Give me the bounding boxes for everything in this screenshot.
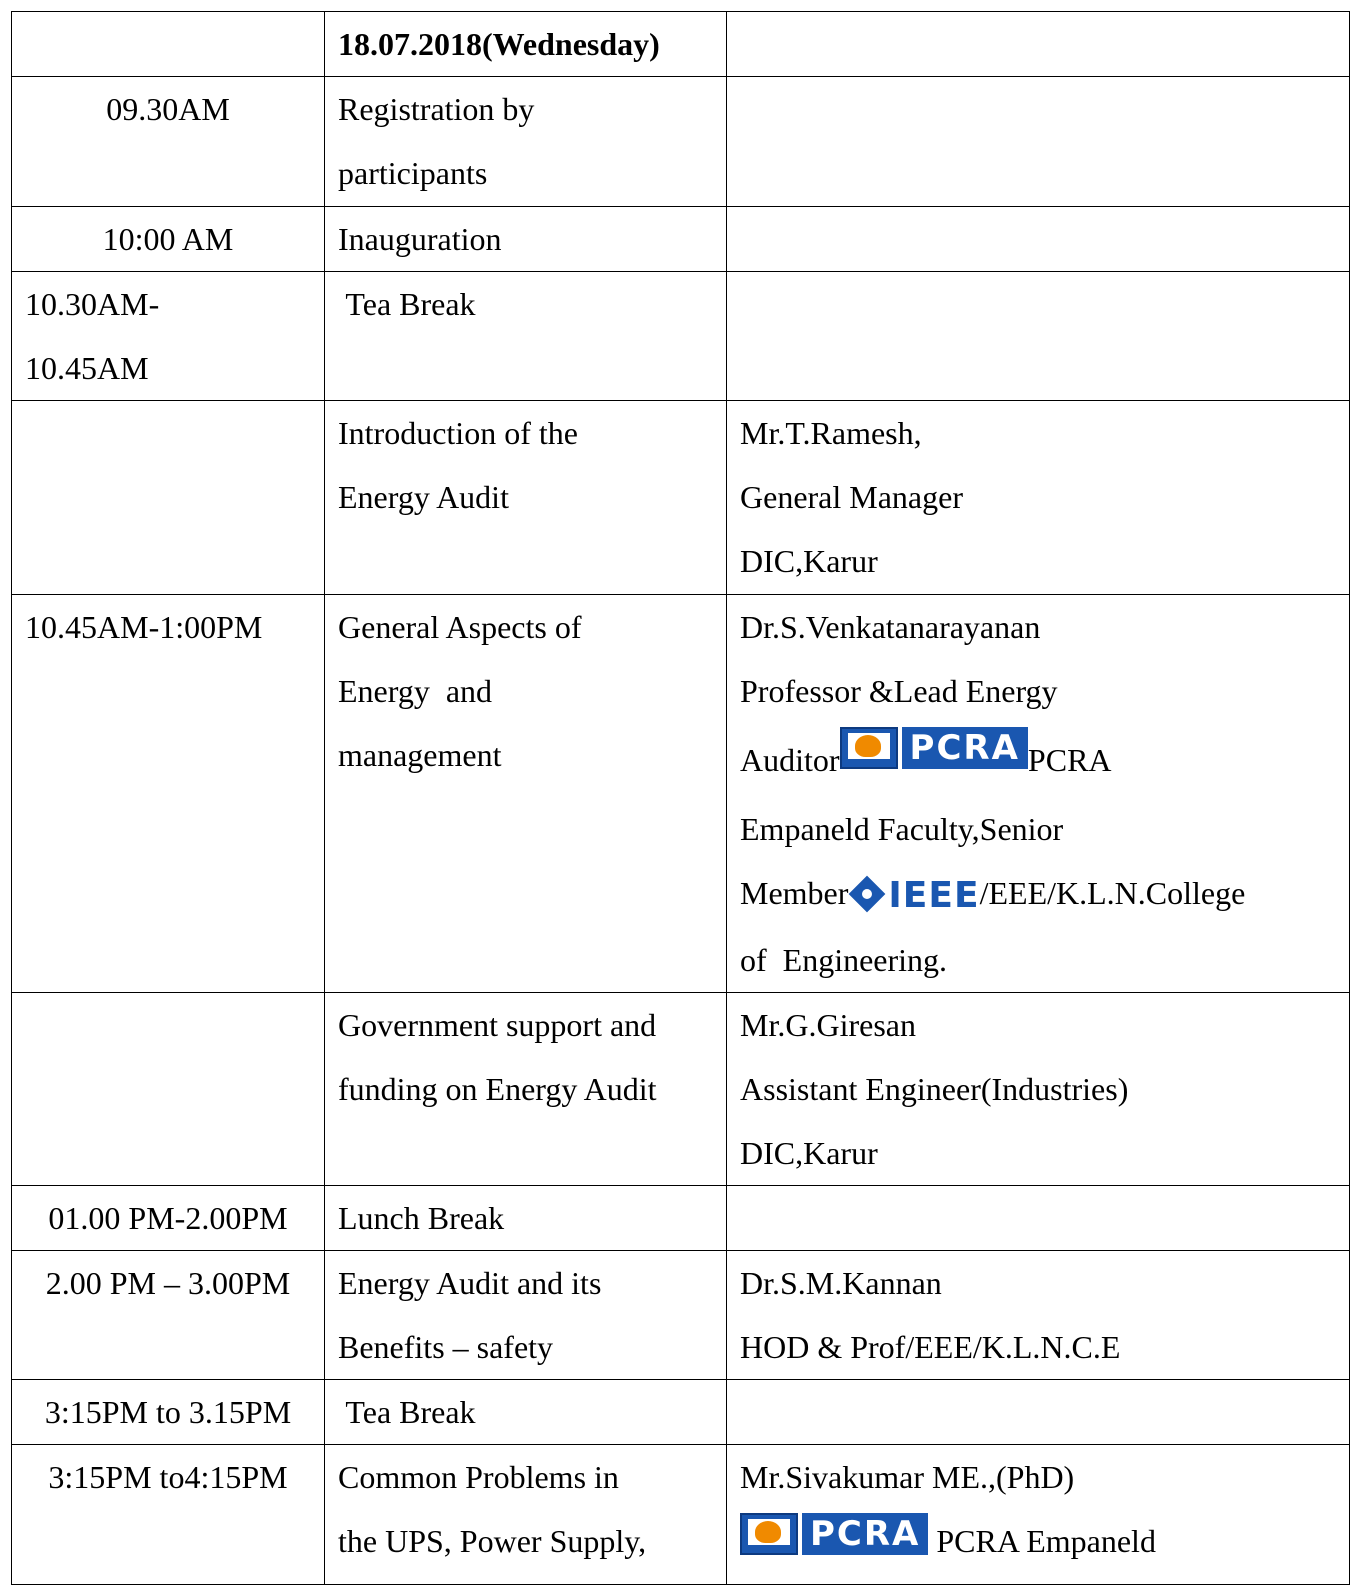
session-cell xyxy=(325,1380,727,1445)
speaker-org: /EEE/K.L.N.College xyxy=(979,875,1246,911)
time-cell xyxy=(12,1251,325,1380)
speaker-membership: Member xyxy=(740,875,849,911)
session-cell xyxy=(325,1186,727,1251)
schedule-date: 18.07.2018(Wednesday) xyxy=(338,26,660,62)
time-cell xyxy=(12,401,325,595)
pcra-logo xyxy=(740,1513,928,1555)
table-row xyxy=(12,1380,1350,1445)
time-text: 10.30AM- xyxy=(25,286,160,322)
time-cell xyxy=(12,272,325,401)
time-cell xyxy=(12,1380,325,1445)
speaker-cell xyxy=(727,401,1350,595)
ieee-logo xyxy=(848,864,979,928)
session-text: participants xyxy=(338,155,488,191)
time-cell xyxy=(12,207,325,272)
speaker-name: Dr.S.M.Kannan xyxy=(740,1265,942,1301)
session-cell xyxy=(325,77,727,207)
session-text: Government support and xyxy=(338,1007,657,1043)
speaker-org: PCRA Empaneld xyxy=(928,1523,1156,1559)
pcra-logo xyxy=(840,727,1028,769)
speaker-cell xyxy=(727,1251,1350,1380)
time-cell xyxy=(12,595,325,993)
table-row xyxy=(12,1445,1350,1585)
schedule-table xyxy=(11,11,1350,1585)
session-cell xyxy=(325,272,727,401)
session-text: Tea Break xyxy=(338,286,476,322)
session-text: Registration by xyxy=(338,91,535,127)
session-text: Introduction of the xyxy=(338,415,578,451)
speaker-cell xyxy=(727,272,1350,401)
speaker-cell xyxy=(727,77,1350,207)
session-text: General Aspects of xyxy=(338,609,582,645)
speaker-pcra-line xyxy=(740,1509,1336,1573)
time-text: 2.00 PM – 3.00PM xyxy=(45,1265,291,1301)
speaker-role: Auditor xyxy=(740,742,840,778)
speaker-member-line xyxy=(740,861,1336,928)
time-cell xyxy=(12,1186,325,1251)
time-text: 3:15PM to4:15PM xyxy=(48,1459,288,1495)
ieee-diamond-icon xyxy=(849,876,886,913)
pcra-drop-icon xyxy=(840,727,898,769)
session-text: the UPS, Power Supply, xyxy=(338,1523,647,1559)
speaker-cell xyxy=(727,207,1350,272)
time-text: 10.45AM-1:00PM xyxy=(25,609,263,645)
pcra-logo-text: PCRA xyxy=(802,1513,928,1555)
speaker-title: HOD & Prof/EEE/K.L.N.C.E xyxy=(740,1329,1121,1365)
session-cell xyxy=(325,1251,727,1380)
speaker-cell xyxy=(727,595,1350,993)
session-text: management xyxy=(338,737,502,773)
session-cell xyxy=(325,1445,727,1585)
speaker-cell xyxy=(727,993,1350,1186)
table-row xyxy=(12,207,1350,272)
header-date-cell xyxy=(325,12,727,77)
speaker-title: Empaneld Faculty,Senior xyxy=(740,811,1064,847)
time-cell xyxy=(12,1445,325,1585)
table-row xyxy=(12,595,1350,993)
time-text: 3:15PM to 3.15PM xyxy=(44,1394,292,1430)
speaker-cell xyxy=(727,1186,1350,1251)
time-text: 10.45AM xyxy=(25,350,149,386)
speaker-title: General Manager xyxy=(740,479,963,515)
session-text: Inauguration xyxy=(338,221,502,257)
session-text: Energy Audit and its xyxy=(338,1265,602,1301)
table-row xyxy=(12,1251,1350,1380)
time-cell xyxy=(12,993,325,1186)
session-cell xyxy=(325,207,727,272)
ieee-logo-text: IEEE xyxy=(888,875,980,916)
session-text: Energy and xyxy=(338,673,493,709)
table-row xyxy=(12,993,1350,1186)
speaker-name: Mr.T.Ramesh, xyxy=(740,415,922,451)
table-header-row xyxy=(12,12,1350,77)
table-row xyxy=(12,77,1350,207)
speaker-title: Assistant Engineer(Industries) xyxy=(740,1071,1129,1107)
pcra-logo-text: PCRA xyxy=(902,727,1028,769)
speaker-org: DIC,Karur xyxy=(740,1135,878,1171)
pcra-drop-icon xyxy=(740,1513,798,1555)
time-cell xyxy=(12,77,325,207)
speaker-cell xyxy=(727,1445,1350,1585)
header-speaker-cell xyxy=(727,12,1350,77)
speaker-name: Mr.G.Giresan xyxy=(740,1007,916,1043)
time-text: 01.00 PM-2.00PM xyxy=(48,1200,288,1236)
session-text: Energy Audit xyxy=(338,479,509,515)
session-cell xyxy=(325,401,727,595)
speaker-org: PCRA xyxy=(1027,742,1112,778)
session-cell xyxy=(325,595,727,993)
speaker-org: DIC,Karur xyxy=(740,543,878,579)
speaker-org: of Engineering. xyxy=(740,942,948,978)
header-time-cell xyxy=(12,12,325,77)
speaker-cell xyxy=(727,1380,1350,1445)
table-row xyxy=(12,401,1350,595)
time-text: 09.30AM xyxy=(106,91,230,127)
table-row xyxy=(12,1186,1350,1251)
speaker-title: Professor &Lead Energy xyxy=(740,673,1058,709)
session-text: Common Problems in xyxy=(338,1459,619,1495)
session-text: Benefits – safety xyxy=(338,1329,554,1365)
speaker-name: Mr.Sivakumar ME.,(PhD) xyxy=(740,1459,1075,1495)
table-row xyxy=(12,272,1350,401)
session-text: Lunch Break xyxy=(338,1200,505,1236)
speaker-name: Dr.S.Venkatanarayanan xyxy=(740,609,1041,645)
session-text: funding on Energy Audit xyxy=(338,1071,657,1107)
speaker-auditor-line xyxy=(740,723,1336,797)
session-cell xyxy=(325,993,727,1186)
time-text: 10:00 AM xyxy=(102,221,234,257)
session-text: Tea Break xyxy=(338,1394,476,1430)
